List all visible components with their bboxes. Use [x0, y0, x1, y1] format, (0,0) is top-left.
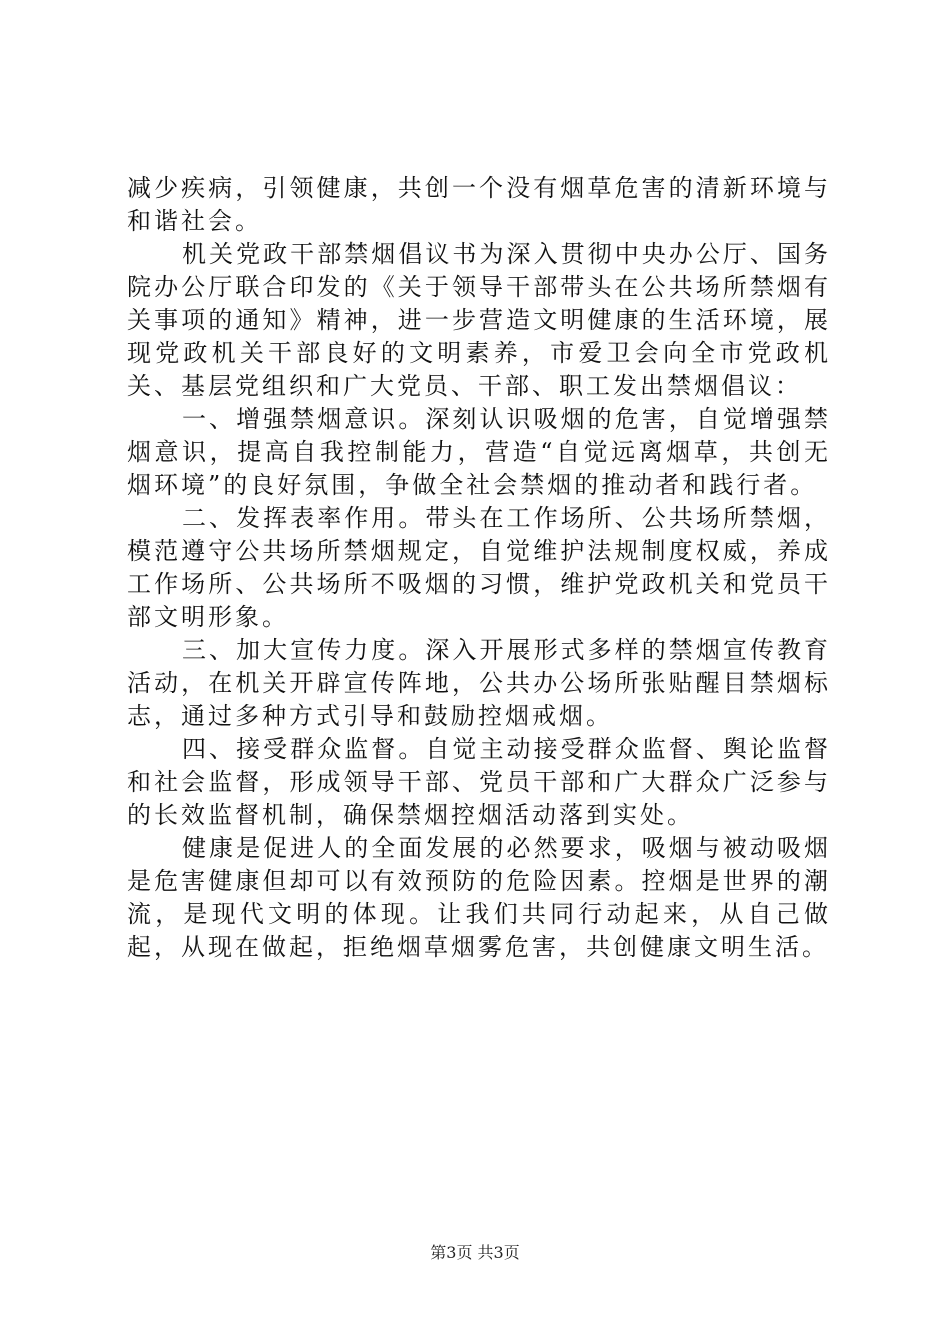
- page-number-footer: 第3页 共3页: [430, 1243, 520, 1262]
- paragraph-item-1: 一、增强禁烟意识。深刻认识吸烟的危害，自觉增强禁烟意识，提高自我控制能力，营造“自觉远离烟草，共创无烟环境”的良好氛围，争做全社会禁烟的推动者和践行者。: [127, 405, 831, 499]
- document-body: [127, 172, 831, 964]
- paragraph-item-4: 四、接受群众监督。自觉主动接受群众监督、舆论监督和社会监督，形成领导干部、党员干部和广大群众广泛参与的长效监督机制，确保禁烟控烟活动落到实处。: [127, 735, 831, 829]
- paragraph-proposal-intro: 机关党政干部禁烟倡议书为深入贯彻中央办公厅、国务院办公厅联合印发的《关于领导干部带头在公共场所禁烟有关事项的通知》精神，进一步营造文明健康的生活环境，展现党政机关干部良好的文明素养，市爱卫会向全市党政机关、基层党组织和广大党员、干部、职工发出禁烟倡议：: [127, 240, 831, 400]
- paragraph-item-3: 三、加大宣传力度。深入开展形式多样的禁烟宣传教育活动，在机关开辟宣传阵地，公共办公场所张贴醒目禁烟标志，通过多种方式引导和鼓励控烟戒烟。: [127, 636, 831, 730]
- paragraph-item-2: 二、发挥表率作用。带头在工作场所、公共场所禁烟，模范遵守公共场所禁烟规定，自觉维护法规制度权威，养成工作场所、公共场所不吸烟的习惯，维护党政机关和党员干部文明形象。: [127, 504, 831, 631]
- paragraph-conclusion: 健康是促进人的全面发展的必然要求，吸烟与被动吸烟是危害健康但却可以有效预防的危险因素。控烟是世界的潮流，是现代文明的体现。让我们共同行动起来，从自己做起，从现在做起，拒绝烟草烟雾危害，共创健康文明生活。: [127, 834, 831, 961]
- paragraph-continuation: 减少疾病，引领健康，共创一个没有烟草危害的清新环境与和谐社会。: [127, 174, 831, 235]
